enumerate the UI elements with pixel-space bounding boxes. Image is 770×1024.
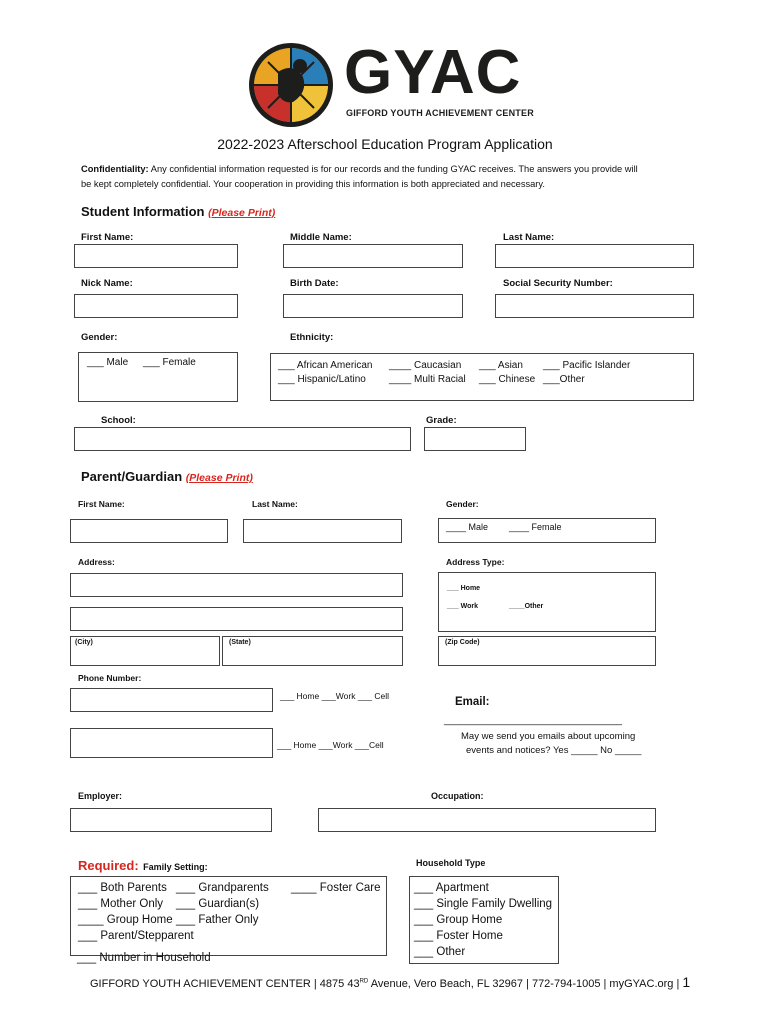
parent-zip-field[interactable]	[438, 636, 656, 666]
ethnicity-multi-racial-option[interactable]: ____ Multi Racial	[389, 374, 466, 385]
family-foster-care-option[interactable]: ____ Foster Care	[291, 882, 381, 894]
parent-gender-label: Gender:	[446, 499, 479, 509]
logo	[248, 38, 548, 128]
student-school-field[interactable]	[74, 427, 411, 451]
ethnicity-pacific-islander-option[interactable]: ___ Pacific Islander	[543, 360, 631, 371]
email-consent-options[interactable]: events and notices? Yes _____ No _____	[466, 745, 642, 756]
student-birth-date-label: Birth Date:	[290, 278, 339, 289]
parent-address-line1-field[interactable]	[70, 573, 403, 597]
required-label: Required:	[78, 858, 139, 873]
student-gender-box	[78, 352, 238, 402]
student-ssn-label: Social Security Number:	[503, 278, 613, 289]
city-caption: (City)	[75, 639, 93, 646]
household-other-option[interactable]: ___ Other	[414, 946, 466, 958]
parent-heading-text: Parent/Guardian	[81, 469, 183, 484]
household-group-home-option[interactable]: ___ Group Home	[414, 914, 503, 926]
student-grade-label: Grade:	[426, 415, 457, 426]
parent-phone1-field[interactable]	[70, 688, 273, 712]
student-middle-name-label: Middle Name:	[290, 232, 352, 243]
student-gender-female-option[interactable]: ___ Female	[143, 357, 196, 368]
family-setting-label: Family Setting:	[143, 862, 208, 872]
parent-email-line[interactable]: ________________________________	[444, 715, 622, 726]
student-ethnicity-label: Ethnicity:	[290, 332, 334, 343]
parent-heading	[81, 469, 253, 484]
footer-text-b: Avenue, Vero Beach, FL 32967 | 772-794-1005 | myGYAC.org |	[368, 978, 683, 990]
parent-last-name-label: Last Name:	[252, 499, 298, 509]
household-foster-home-option[interactable]: ___ Foster Home	[414, 930, 503, 942]
family-father-only-option[interactable]: ___ Father Only	[176, 914, 259, 926]
parent-employer-field[interactable]	[70, 808, 272, 832]
address-type-work-option[interactable]: ___ Work	[447, 603, 478, 610]
parent-gender-male-option[interactable]: ____ Male	[446, 522, 489, 532]
parent-address-label: Address:	[78, 557, 115, 567]
parent-gender-box	[438, 518, 656, 543]
student-last-name-field[interactable]	[495, 244, 694, 268]
ethnicity-chinese-option[interactable]: ___ Chinese	[479, 374, 536, 385]
parent-last-name-field[interactable]	[243, 519, 402, 543]
parent-occupation-label: Occupation:	[431, 791, 484, 801]
student-please-print: (Please Print)	[208, 207, 276, 219]
parent-employer-label: Employer:	[78, 791, 123, 801]
parent-phone-label: Phone Number:	[78, 673, 142, 683]
student-middle-name-field[interactable]	[283, 244, 463, 268]
student-heading	[81, 204, 275, 219]
parent-phone2-field[interactable]	[70, 728, 273, 758]
parent-address-type-box	[438, 572, 656, 632]
student-gender-male-option[interactable]: ___ Male	[87, 357, 129, 368]
address-type-other-option[interactable]: ____Other	[509, 603, 544, 610]
household-type-label: Household Type	[416, 858, 486, 868]
parent-please-print: (Please Print)	[185, 472, 253, 484]
state-caption: (State)	[229, 639, 251, 646]
footer-sup: RD	[359, 978, 369, 985]
student-ethnicity-box	[270, 353, 694, 401]
student-nick-name-field[interactable]	[74, 294, 238, 318]
family-mother-only-option[interactable]: ___ Mother Only	[78, 898, 164, 910]
ethnicity-hispanic-option[interactable]: ___ Hispanic/Latino	[278, 374, 366, 385]
logo-text: GYAC	[344, 38, 522, 107]
email-consent-question: May we send you emails about upcoming	[461, 731, 636, 742]
student-birth-date-field[interactable]	[283, 294, 463, 318]
family-both-parents-option[interactable]: ___ Both Parents	[78, 882, 167, 894]
confidentiality-text: Any confidential information requested is for our records and the funding GYAC receives. The answers you provide will	[150, 164, 638, 174]
parent-email-label: Email:	[455, 696, 490, 708]
footer-text-a: GIFFORD YOUTH ACHIEVEMENT CENTER | 4875 43	[90, 978, 360, 990]
student-last-name-label: Last Name:	[503, 232, 555, 243]
logo-subtitle: GIFFORD YOUTH ACHIEVEMENT CENTER	[346, 108, 534, 118]
confidentiality-label: Confidentiality:	[81, 164, 149, 174]
student-heading-text: Student Information	[81, 204, 205, 219]
student-nick-name-label: Nick Name:	[81, 278, 133, 289]
parent-occupation-field[interactable]	[318, 808, 656, 832]
ethnicity-african-american-option[interactable]: ___ African American	[278, 360, 373, 371]
parent-address-type-label: Address Type:	[446, 557, 505, 567]
household-type-box	[409, 876, 559, 964]
footer	[90, 974, 690, 990]
confidentiality-notice	[81, 162, 721, 192]
family-setting-heading	[78, 857, 208, 875]
address-type-home-option[interactable]: ___ Home	[447, 585, 481, 592]
family-guardians-option[interactable]: ___ Guardian(s)	[176, 898, 260, 910]
family-group-home-option[interactable]: ____ Group Home	[78, 914, 173, 926]
household-single-family-option[interactable]: ___ Single Family Dwelling	[414, 898, 553, 910]
student-grade-field[interactable]	[424, 427, 526, 451]
logo-emblem-icon	[248, 42, 334, 128]
student-school-label: School:	[101, 415, 136, 426]
parent-first-name-field[interactable]	[70, 519, 228, 543]
zip-caption: (Zip Code)	[445, 639, 480, 646]
parent-address-line2-field[interactable]	[70, 607, 403, 631]
parent-first-name-label: First Name:	[78, 499, 125, 509]
household-apartment-option[interactable]: ___ Apartment	[414, 882, 489, 894]
student-ssn-field[interactable]	[495, 294, 694, 318]
parent-city-field[interactable]	[70, 636, 220, 666]
document-title: 2022-2023 Afterschool Education Program Application	[217, 136, 553, 152]
phone2-type-options[interactable]: ___ Home ___Work ___Cell	[277, 740, 384, 750]
ethnicity-other-option[interactable]: ___Other	[543, 374, 585, 385]
family-setting-box	[70, 876, 387, 956]
confidentiality-text-2: be kept completely confidential. Your cooperation in providing this information is both appreciated and necessary.	[81, 179, 545, 189]
phone1-type-options[interactable]: ___ Home ___Work ___ Cell	[280, 691, 389, 701]
student-gender-label: Gender:	[81, 332, 118, 343]
family-grandparents-option[interactable]: ___ Grandparents	[176, 882, 269, 894]
family-number-in-household[interactable]: ___ Number in Household	[77, 952, 211, 964]
page-number: 1	[682, 974, 691, 990]
student-first-name-label: First Name:	[81, 232, 134, 243]
ethnicity-asian-option[interactable]: ___ Asian	[479, 360, 523, 371]
parent-gender-female-option[interactable]: ____ Female	[509, 522, 562, 532]
student-first-name-field[interactable]	[74, 244, 238, 268]
family-parent-stepparent-option[interactable]: ___ Parent/Stepparent	[78, 930, 194, 942]
parent-state-field[interactable]	[222, 636, 403, 666]
ethnicity-caucasian-option[interactable]: ____ Caucasian	[389, 360, 462, 371]
